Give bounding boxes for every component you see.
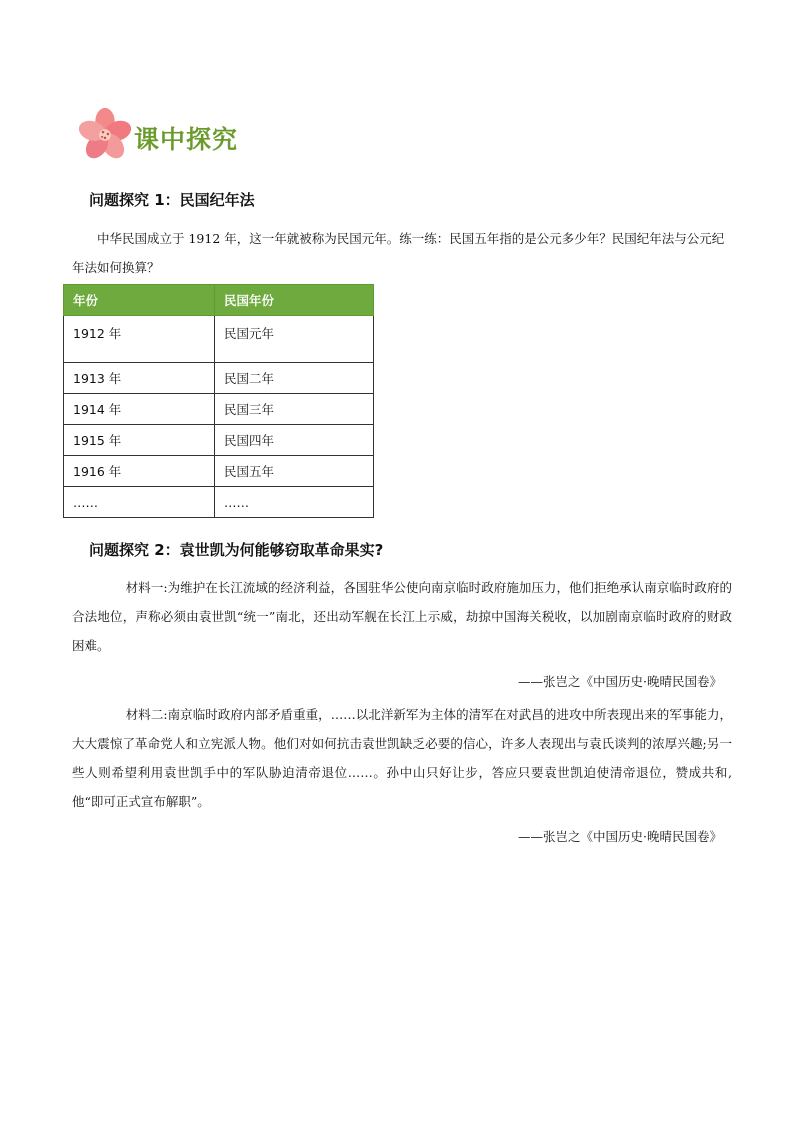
table-row	[64, 363, 374, 394]
table-cell-minguo: 民国三年	[215, 394, 374, 425]
section-header	[76, 106, 376, 166]
table-header-year: 年份	[64, 285, 215, 316]
material-2: 材料二:南京临时政府内部矛盾重重，……以北洋新军为主体的清军在对武昌的进攻中所表现出来的军事能力，大大震惊了革命党人和立宪派人物。他们对如何抗击袁世凯缺乏必要的信心，许多人表现出与袁氏谈判的浓厚兴趣;另一些人则希望利用袁世凯手中的军队胁迫清帝退位……。孙中山只好让步，答应只要袁世凯迫使清帝退位，赞成共和,他“即可正式宣布解职”。	[72, 707, 732, 809]
table-header-row	[64, 285, 374, 316]
table-cell-year: ……	[64, 487, 215, 518]
table-row	[64, 487, 374, 518]
table-cell-year: 1914 年	[64, 394, 215, 425]
flower-icon	[76, 106, 134, 164]
material-1: 材料一:为维护在长江流域的经济利益，各国驻华公使向南京临时政府施加压力，他们拒绝承认南京临时政府的合法地位，声称必须由袁世凯“统一”南北，还出动军舰在长江上示威，劫掠中国海关税收，以加剧南京临时政府的财政困难。	[72, 580, 732, 653]
table-row	[64, 394, 374, 425]
table-row	[64, 316, 374, 363]
table-row	[64, 425, 374, 456]
material-2-source: ——张岂之《中国历史·晚晴民国卷》	[518, 829, 722, 844]
table-cell-minguo: 民国五年	[215, 456, 374, 487]
question-1-intro: 中华民国成立于 1912 年，这一年就被称为民国元年。练一练：民国五年指的是公元多少年？民国纪年法与公元纪年法如何换算？	[72, 231, 725, 275]
section-title: 课中探究	[134, 125, 239, 154]
table-header-minguo-year: 民国年份	[215, 285, 374, 316]
table-cell-year: 1913 年	[64, 363, 215, 394]
question-1-heading: 问题探究 1：民国纪年法	[89, 191, 255, 209]
table-cell-year: 1916 年	[64, 456, 215, 487]
table-cell-minguo: 民国四年	[215, 425, 374, 456]
table-cell-minguo: 民国元年	[215, 316, 374, 363]
table-cell-minguo: 民国二年	[215, 363, 374, 394]
table-cell-year: 1915 年	[64, 425, 215, 456]
table-cell-minguo: ……	[215, 487, 374, 518]
table-cell-year: 1912 年	[64, 316, 215, 363]
material-1-source: ——张岂之《中国历史·晚晴民国卷》	[518, 674, 722, 689]
year-conversion-table	[63, 284, 374, 518]
question-2-heading: 问题探究 2：袁世凯为何能够窃取革命果实?	[89, 541, 384, 559]
table-row	[64, 456, 374, 487]
